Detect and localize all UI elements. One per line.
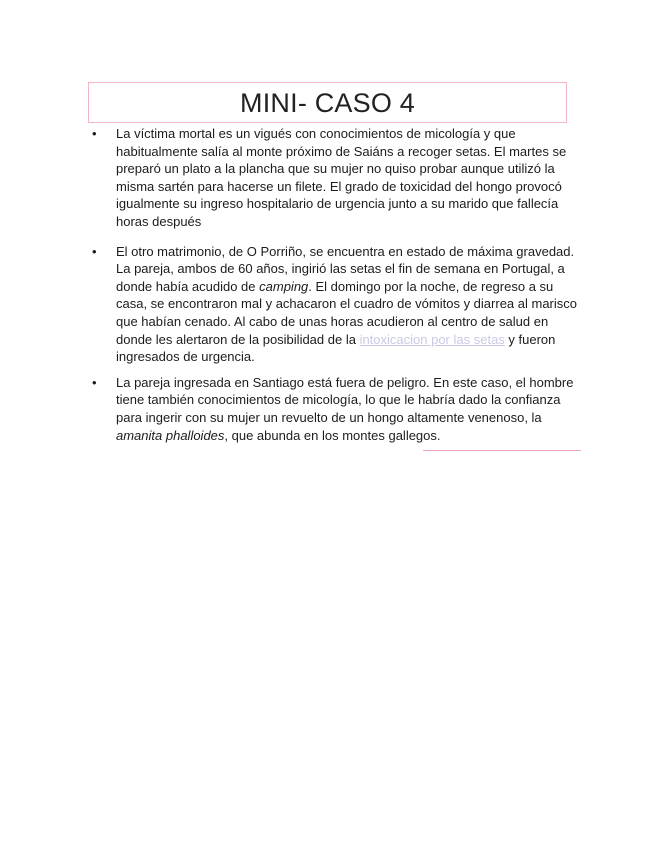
bullet-item-2 (80, 243, 580, 366)
slide-title: MINI- CASO 4 (240, 88, 415, 118)
slide (80, 78, 582, 452)
text-segment: . El domingo por la noche, de regreso a su casa, se encontraron mal y achacaron el cuadro de vómitos y diarrea al marisco que habían cenado. Al cabo de unas horas acudieron al centro de salud en donde les alertaron de la posibilidad de la (116, 278, 577, 347)
bullet-text (116, 126, 566, 229)
bullet-list (80, 125, 580, 444)
bullet-text (116, 244, 577, 365)
bullet-icon: • (92, 374, 97, 390)
bullet-icon: • (92, 126, 97, 141)
bullet-item-3 (80, 374, 580, 444)
text-segment: y fueron ingresados de urgencia. (116, 331, 556, 365)
bullet-icon: • (92, 243, 97, 259)
italic-term: camping (259, 278, 309, 294)
text-segment: La víctima mortal es un vigués con conocimientos de micología y que habitualmente salía al monte próximo de Saiáns a recoger setas. El martes se preparó un plato a la plancha que su mujer no quiso probar aunque utilizó la misma sartén para hacerse un filete. El grado de toxicidad del hongo provocó igualmente su ingreso hospitalario de urgencia junto a su marido que fallecía horas después (116, 126, 567, 229)
bottom-border-mark (423, 450, 581, 451)
italic-term: amanita phalloides (116, 427, 225, 443)
bullet-item-1 (80, 125, 580, 231)
intoxication-link[interactable]: intoxicacion por las setas (359, 331, 505, 347)
text-segment: , que abunda en los montes gallegos. (224, 427, 441, 443)
text-segment: La pareja ingresada en Santiago está fuera de peligro. En este caso, el hombre tiene también conocimientos de micología, lo que le habría dado la confianza para ingerir con su mujer un revuelto de un hongo altamente venenoso, la (116, 374, 574, 425)
bullet-text (116, 375, 573, 443)
text-segment: El otro matrimonio, de O Porriño, se encuentra en estado de máxima gravedad. La pareja, ambos de 60 años, ingirió las setas el fin de semana en Portugal, a donde había acudido de (116, 243, 575, 294)
title-box (88, 82, 567, 123)
